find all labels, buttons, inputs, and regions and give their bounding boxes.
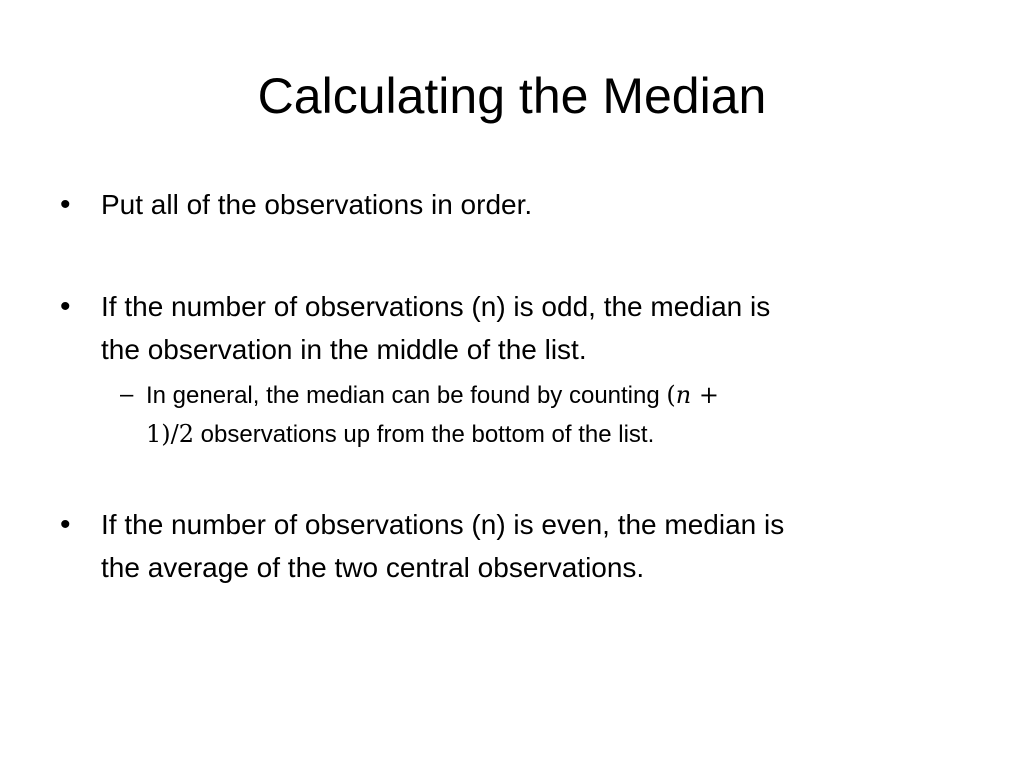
- sub-text-before: In general, the median can be found by counting: [146, 382, 667, 409]
- bullet-line: If the number of observations (n) is even, the median is: [101, 509, 785, 540]
- sub-bullet-text: [146, 376, 906, 454]
- sub-bullet-line: [146, 415, 906, 454]
- bullet-line: If the number of observations (n) is odd, the median is: [101, 291, 771, 322]
- bullet-marker: •: [60, 290, 71, 323]
- bullet-text: [101, 503, 981, 589]
- math-continuation: 1)/2: [146, 420, 194, 448]
- bullet-marker: •: [60, 508, 71, 541]
- bullet-line: the average of the two central observations.: [101, 552, 645, 583]
- sub-bullet-item: [0, 376, 990, 454]
- bullet-marker: •: [60, 188, 71, 221]
- bullet-item: [0, 503, 990, 589]
- bullet-item: [0, 183, 990, 227]
- slide-title: Calculating the Median: [257, 68, 767, 124]
- sub-bullet-marker: –: [120, 381, 134, 408]
- sub-text-after: observations up from the bottom of the list.: [194, 421, 655, 448]
- bullet-text: Put all of the observations in order.: [101, 189, 533, 220]
- bullet-line: the observation in the middle of the list.: [101, 334, 587, 365]
- math-open: (: [666, 381, 676, 409]
- sub-bullet-line: [146, 376, 906, 415]
- math-variable: n: [675, 381, 692, 409]
- bullet-item: [0, 285, 990, 371]
- bullet-text: [101, 285, 981, 371]
- math-plus: +: [691, 381, 719, 409]
